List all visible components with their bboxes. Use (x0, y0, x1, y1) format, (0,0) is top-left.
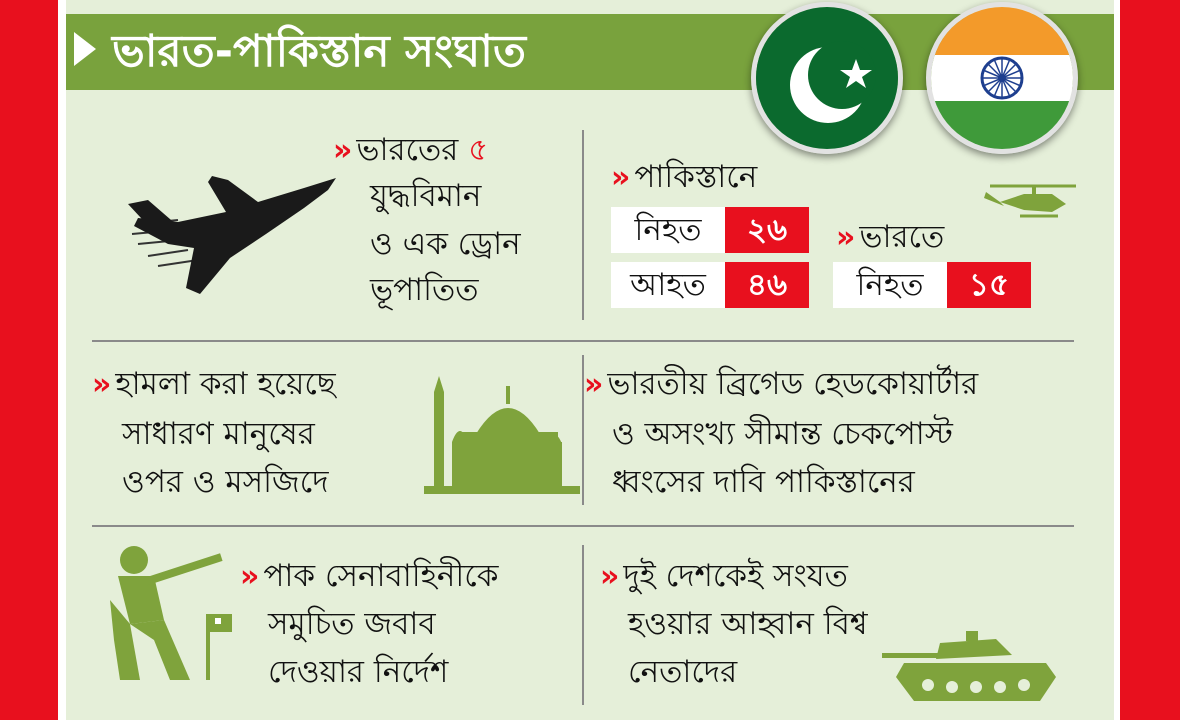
helicopter-icon (980, 180, 1084, 220)
india-killed-label: নিহত (833, 262, 947, 308)
header-arrow-icon (74, 32, 96, 66)
army-order-line-1: » পাক সেনাবাহিনীকে (240, 558, 499, 594)
bullet-icon: » (92, 367, 106, 402)
bullet-icon: » (836, 220, 850, 255)
bullet-icon: » (333, 133, 347, 168)
jets-downed-line-4: ভূপাতিত (370, 272, 479, 308)
bullet-icon: » (584, 367, 598, 402)
bullet-icon: » (600, 559, 614, 594)
tank-icon (880, 625, 1060, 703)
india-casualties-heading: » ভারতে (836, 219, 945, 255)
divider-vertical-1 (582, 130, 584, 320)
restraint-line-2: হওয়ার আহ্বান বিশ্ব (628, 606, 868, 642)
jets-downed-line-3: ও এক ড্রোন (370, 226, 521, 262)
bullet-icon: » (611, 160, 625, 195)
divider-horizontal-2 (92, 525, 1074, 527)
jets-downed-line-1: » ভারতের ৫ (333, 132, 489, 168)
army-order-line-2: সমুচিত জবাব (268, 606, 436, 642)
army-order-line-3: দেওয়ার নির্দেশ (268, 654, 449, 690)
pakistan-flag-icon (751, 2, 903, 154)
restraint-line-1: » দুই দেশকেই সংযত (600, 558, 848, 594)
mosque-icon (424, 372, 580, 496)
page-title: ভারত-পাকিস্তান সংঘাত (112, 26, 526, 77)
divider-vertical-3 (582, 545, 584, 705)
pakistan-killed-value: ২৬ (725, 207, 809, 253)
bullet-icon: » (240, 559, 254, 594)
fighter-jet-icon (108, 160, 340, 308)
pakistan-injured-value: ৪৬ (725, 262, 809, 308)
brigade-claim-line-1: » ভারতীয় ব্রিগেড হেডকোয়ার্টার (584, 366, 979, 402)
soldier-icon (100, 540, 250, 690)
pakistan-injured-label: আহত (611, 262, 725, 308)
india-killed-value: ১৫ (947, 262, 1031, 308)
civilian-attack-line-3: ওপর ও মসজিদে (122, 464, 329, 500)
jets-downed-line-2: যুদ্ধবিমান (370, 178, 482, 214)
divider-horizontal-1 (92, 340, 1074, 342)
civilian-attack-line-1: » হামলা করা হয়েছে (92, 366, 336, 402)
brigade-claim-line-2: ও অসংখ্য সীমান্ত চেকপোস্ট (612, 416, 953, 452)
pakistan-killed-label: নিহত (611, 207, 725, 253)
restraint-line-3: নেতাদের (628, 654, 738, 690)
brigade-claim-line-3: ধ্বংসের দাবি পাকিস্তানের (612, 464, 915, 500)
india-flag-icon (926, 2, 1078, 154)
civilian-attack-line-2: সাধারণ মানুষের (122, 416, 315, 452)
pakistan-casualties-heading: » পাকিস্তানে (611, 159, 758, 195)
